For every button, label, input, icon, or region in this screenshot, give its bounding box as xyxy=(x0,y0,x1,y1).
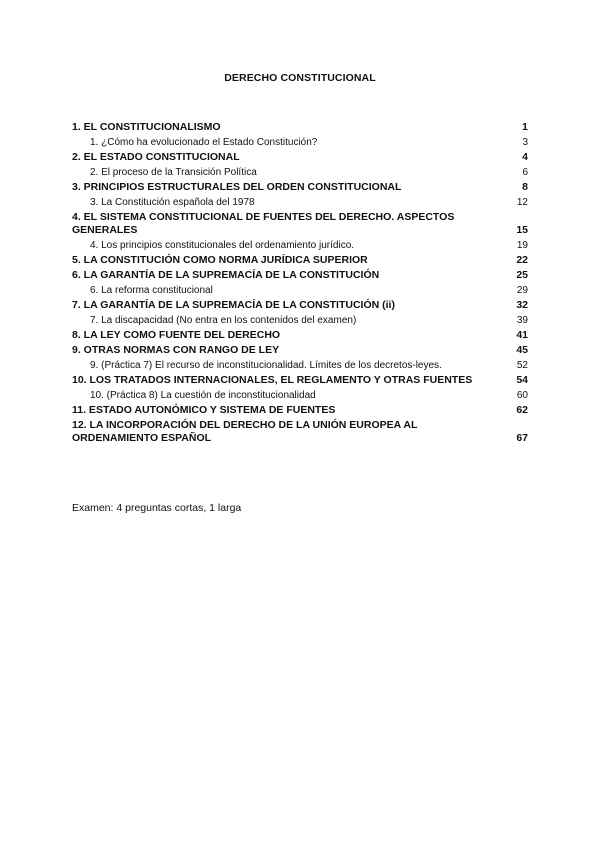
toc-subentry-label: 2. El proceso de la Transición Política xyxy=(90,167,257,178)
toc-subentry[interactable] xyxy=(72,313,528,328)
toc-entry[interactable] xyxy=(72,328,528,343)
toc-subentry[interactable] xyxy=(72,195,528,210)
toc-subentry-page: 3 xyxy=(522,137,528,148)
toc-entry-page: 22 xyxy=(516,254,528,266)
toc-subentry-label: 10. (Práctica 8) La cuestión de inconstitucionalidad xyxy=(90,390,316,401)
toc-entry[interactable] xyxy=(72,120,528,135)
toc-entry-label: 7. LA GARANTÍA DE LA SUPREMACÍA DE LA CONSTITUCIÓN (ii) xyxy=(72,299,395,311)
toc-entry-page: 54 xyxy=(516,374,528,386)
toc-entry-page: 15 xyxy=(516,224,528,236)
toc-subentry[interactable] xyxy=(72,238,528,253)
toc-entry[interactable] xyxy=(72,343,528,358)
toc-entry[interactable] xyxy=(72,150,528,165)
toc-subentry-label: 7. La discapacidad (No entra en los contenidos del examen) xyxy=(90,315,357,326)
toc-entry-label: 2. EL ESTADO CONSTITUCIONAL xyxy=(72,151,240,163)
toc-entry[interactable] xyxy=(72,268,528,283)
toc-subentry-page: 6 xyxy=(522,167,528,178)
toc-subentry-label: 9. (Práctica 7) El recurso de inconstitucionalidad. Límites de los decretos-leyes. xyxy=(90,360,442,371)
toc-entry-page: 1 xyxy=(522,121,528,133)
toc-entry-page: 45 xyxy=(516,344,528,356)
toc-entry[interactable] xyxy=(72,180,528,195)
toc-entry[interactable] xyxy=(72,210,528,238)
toc-subentry-label: 6. La reforma constitucional xyxy=(90,285,213,296)
toc-subentry-page: 60 xyxy=(516,390,528,401)
toc-entry-label: 12. LA INCORPORACIÓN DEL DERECHO DE LA UNIÓN EUROPEA AL ORDENAMIENTO ESPAÑOL xyxy=(72,419,418,444)
toc-entry[interactable] xyxy=(72,253,528,268)
toc-entry-page: 4 xyxy=(522,151,528,163)
toc-entry-page: 8 xyxy=(522,181,528,193)
toc-entry-label: 11. ESTADO AUTONÓMICO Y SISTEMA DE FUENTES xyxy=(72,404,336,416)
toc-entry-label: 4. EL SISTEMA CONSTITUCIONAL DE FUENTES DEL DERECHO. ASPECTOS GENERALES xyxy=(72,211,455,236)
toc-entry-page: 62 xyxy=(516,404,528,416)
toc-entry-page: 25 xyxy=(516,269,528,281)
table-of-contents xyxy=(72,120,528,446)
toc-entry[interactable] xyxy=(72,418,528,446)
toc-entry-label: 3. PRINCIPIOS ESTRUCTURALES DEL ORDEN CONSTITUCIONAL xyxy=(72,181,402,193)
toc-entry-label: 10. LOS TRATADOS INTERNACIONALES, EL REGLAMENTO Y OTRAS FUENTES xyxy=(72,374,473,386)
toc-entry[interactable] xyxy=(72,298,528,313)
toc-entry-page: 67 xyxy=(516,432,528,444)
toc-subentry-page: 52 xyxy=(516,360,528,371)
toc-entry-label: 8. LA LEY COMO FUENTE DEL DERECHO xyxy=(72,329,281,341)
toc-entry[interactable] xyxy=(72,373,528,388)
toc-entry[interactable] xyxy=(72,403,528,418)
toc-subentry[interactable] xyxy=(72,165,528,180)
exam-note: Examen: 4 preguntas cortas, 1 larga xyxy=(72,502,242,514)
toc-entry-label: 9. OTRAS NORMAS CON RANGO DE LEY xyxy=(72,344,280,356)
toc-entry-page: 32 xyxy=(516,299,528,311)
toc-subentry-label: 3. La Constitución española del 1978 xyxy=(90,197,255,208)
toc-subentry[interactable] xyxy=(72,388,528,403)
toc-subentry[interactable] xyxy=(72,283,528,298)
toc-subentry-page: 29 xyxy=(516,285,528,296)
toc-subentry-page: 39 xyxy=(516,315,528,326)
toc-subentry-label: 4. Los principios constitucionales del ordenamiento jurídico. xyxy=(90,240,355,251)
toc-subentry[interactable] xyxy=(72,358,528,373)
toc-subentry-page: 12 xyxy=(516,197,528,208)
toc-subentry-page: 19 xyxy=(516,240,528,251)
toc-subentry[interactable] xyxy=(72,135,528,150)
toc-subentry-label: 1. ¿Cómo ha evolucionado el Estado Constitución? xyxy=(90,137,318,148)
toc-entry-label: 1. EL CONSTITUCIONALISMO xyxy=(72,121,221,133)
toc-entry-label: 6. LA GARANTÍA DE LA SUPREMACÍA DE LA CONSTITUCIÓN xyxy=(72,269,380,281)
toc-entry-page: 41 xyxy=(516,329,528,341)
toc-entry-label: 5. LA CONSTITUCIÓN COMO NORMA JURÍDICA SUPERIOR xyxy=(72,254,368,266)
document-title: DERECHO CONSTITUCIONAL xyxy=(224,72,376,84)
